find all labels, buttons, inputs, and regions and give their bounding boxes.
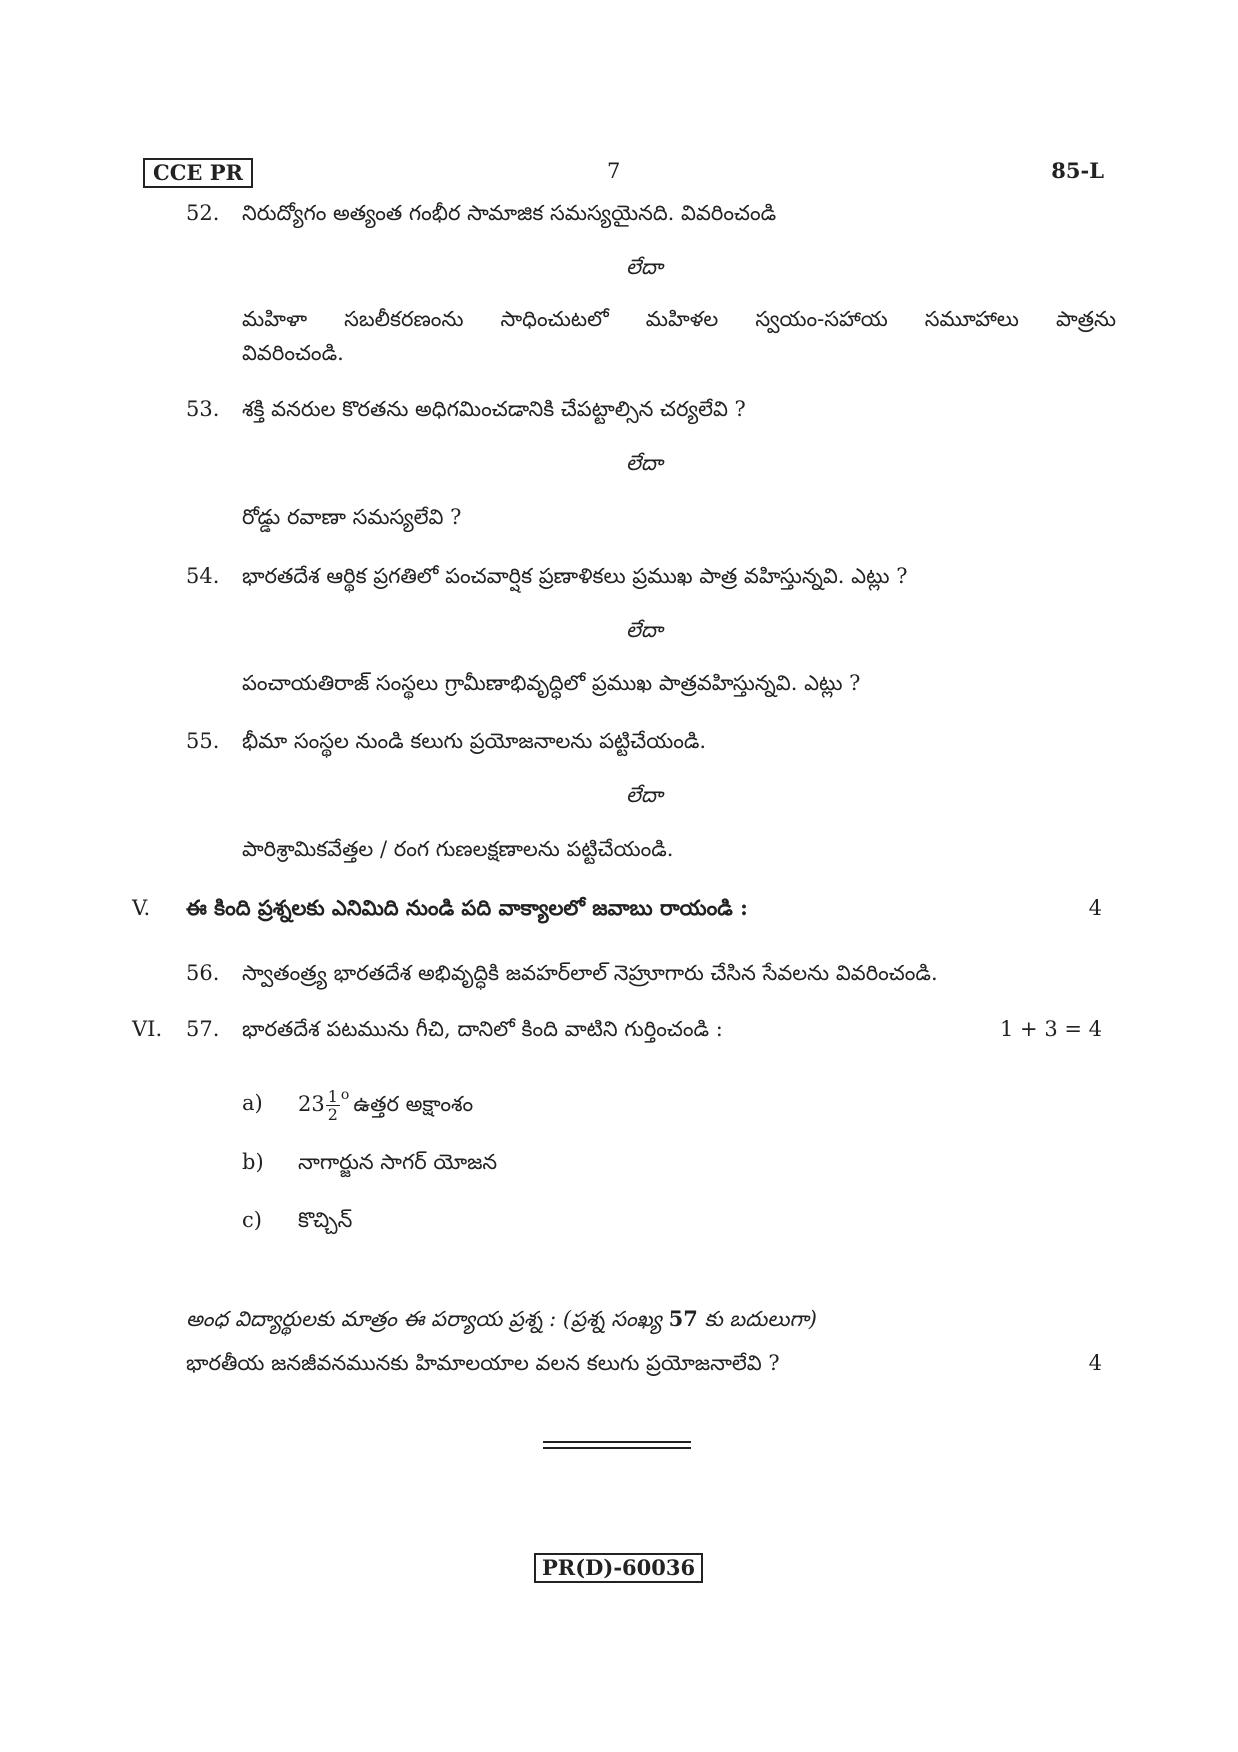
blind-alt-heading-part1: అంధ విద్యార్థులకు మాత్రం ఈ పర్యాయ ప్రశ్న : (ప్రశ్న సంఖ్య <box>186 1307 662 1331</box>
q57-item-a-text: ఉత్తర అక్షాంశం <box>353 1092 474 1116</box>
blind-alt-heading-part2: కు బదులుగా) <box>704 1307 817 1331</box>
q57-item-c-label: c) <box>242 1208 262 1232</box>
fraction-denominator: 2 <box>327 1105 338 1124</box>
q57-text: భారతదేశ పటమును గీచి, దానిలో కింది వాటిని గుర్తించండి : <box>242 1017 723 1041</box>
end-divider-top <box>543 1441 691 1443</box>
blind-alternative-heading <box>186 1304 817 1334</box>
q55-text: భీమా సంస్థల నుండి కలుగు ప్రయోజనాలను పట్టిచేయండి. <box>242 729 707 753</box>
blind-alternative-marks: 4 <box>1088 1351 1102 1375</box>
section-vi-roman: VI. <box>132 1017 163 1041</box>
q54-or: లేదా <box>626 618 663 642</box>
q56-text: స్వాతంత్ర్య భారతదేశ అభివృద్ధికి జవహర్‌లాల్ నెహ్రూగారు చేసిన సేవలను వివరించండి. <box>242 961 938 985</box>
q55-or: లేదా <box>626 783 663 807</box>
section-v-instruction: ఈ కింది ప్రశ్నలకు ఎనిమిది నుండి పది వాక్యాలలో జవాబు రాయండి : <box>186 895 748 920</box>
section-v-marks: 4 <box>1088 896 1102 920</box>
q57-item-b-text: నాగార్జున సాగర్ యోజన <box>298 1150 498 1174</box>
q57-item-a-whole: 23 <box>298 1092 325 1116</box>
paper-code: 85-L <box>1051 158 1104 183</box>
q54-number: 54. <box>186 564 220 588</box>
q57-item-a-label: a) <box>242 1091 263 1115</box>
blind-alternative-question: భారతీయ జనజీవనమునకు హిమాలయాల వలన కలుగు ప్రయోజనాలేవి ? <box>186 1351 780 1375</box>
header-box-cce-pr: CCE PR <box>143 158 253 188</box>
fraction-half <box>326 1088 340 1123</box>
q52-or: లేదా <box>626 255 663 279</box>
q55-number: 55. <box>186 729 220 753</box>
degree-symbol: o <box>340 1087 350 1103</box>
q57-item-c-text: కొచ్చిన్ <box>298 1208 353 1232</box>
footer-paper-code: PR(D)-60036 <box>534 1553 703 1583</box>
q57-number: 57. <box>186 1017 220 1041</box>
q56-number: 56. <box>186 961 220 985</box>
q54-alt: పంచాయతిరాజ్ సంస్థలు గ్రామీణాభివృద్ధిలో ప్రముఖ పాత్రవహిస్తున్నవి. ఎట్లు ? <box>242 671 861 695</box>
q54-text: భారతదేశ ఆర్థిక ప్రగతిలో పంచవార్షిక ప్రణాళికలు ప్రముఖ పాత్ర వహిస్తున్నవి. ఎట్లు ? <box>242 564 908 588</box>
q53-alt: రోడ్డు రవాణా సమస్యలేవి ? <box>242 505 462 529</box>
q52-alt-line1: మహిళా సబలీకరణంను సాధించుటలో మహిళల స్వయం-సహాయ సమూహాలు పాత్రను <box>242 307 1116 331</box>
q53-or: లేదా <box>626 451 663 475</box>
q57-marks: 1 + 3 = 4 <box>1000 1017 1102 1041</box>
end-divider-bottom <box>543 1447 691 1449</box>
q52-text: నిరుద్యోగం అత్యంత గంభీర సామాజిక సమస్యయైనది. వివరించండి <box>242 201 777 225</box>
blind-alt-heading-number: 57 <box>668 1306 698 1331</box>
q52-number: 52. <box>186 201 220 225</box>
q53-number: 53. <box>186 397 220 421</box>
section-v-roman: V. <box>132 896 151 920</box>
q52-alt-line2: వివరించండి. <box>242 341 344 365</box>
q57-item-a <box>298 1080 473 1123</box>
q55-alt: పారిశ్రామికవేత్తల / రంగ గుణలక్షణాలను పట్టిచేయండి. <box>242 837 674 861</box>
q57-item-b-label: b) <box>242 1150 264 1174</box>
fraction-numerator: 1 <box>327 1087 338 1106</box>
q53-text: శక్తి వనరుల కొరతను అధిగమించడానికి చేపట్టాల్సిన చర్యలేవి ? <box>242 397 746 421</box>
page-number: 7 <box>607 159 621 183</box>
